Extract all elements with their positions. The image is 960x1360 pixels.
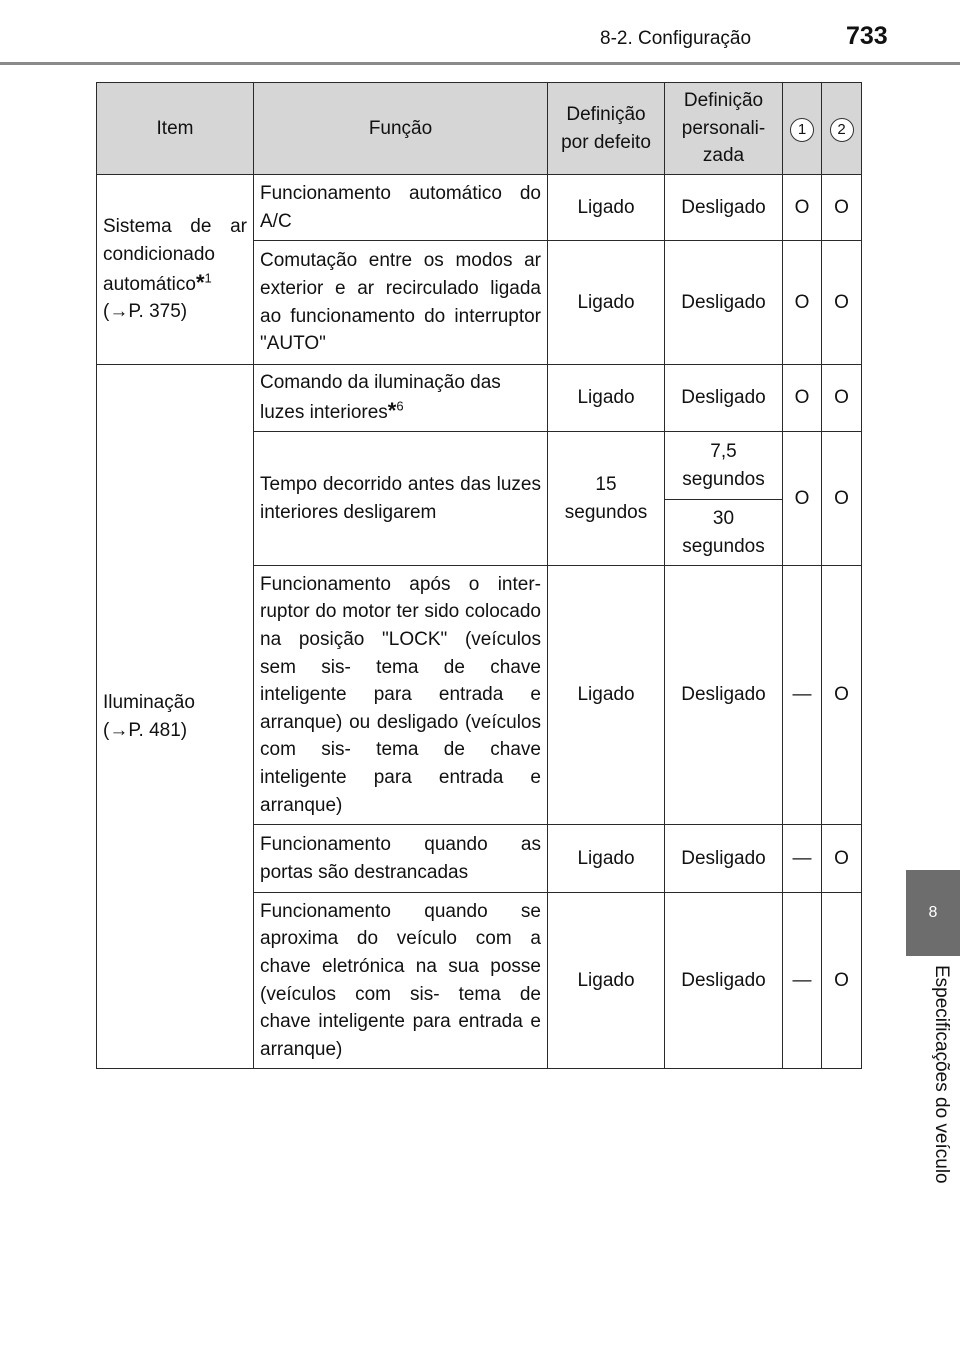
custom-cell: Desligado <box>665 241 783 365</box>
col2-cell: O <box>822 893 862 1069</box>
col1-cell: O <box>783 365 822 432</box>
default-cell: Ligado <box>548 893 665 1069</box>
custom-cell: 30 segundos <box>665 500 783 566</box>
col2-cell: O <box>822 241 862 365</box>
page-reference[interactable]: (→P. 481) <box>103 719 188 741</box>
circled-one-icon: 1 <box>790 118 814 142</box>
default-cell: Ligado <box>548 175 665 241</box>
table-row <box>97 365 862 432</box>
header-col2 <box>822 83 862 175</box>
header-rule <box>0 62 960 65</box>
col2-cell: O <box>822 432 862 566</box>
custom-cell: Desligado <box>665 566 783 825</box>
page-reference[interactable]: (→P. 375) <box>103 301 188 323</box>
col2-cell: O <box>822 365 862 432</box>
default-cell: Ligado <box>548 241 665 365</box>
asterisk-icon: * <box>195 269 205 295</box>
header-col1 <box>783 83 822 175</box>
header-function: Função <box>254 83 548 175</box>
settings-table <box>96 82 862 1069</box>
table-header-row <box>97 83 862 175</box>
custom-cell: 7,5 segundos <box>665 432 783 500</box>
default-cell: Ligado <box>548 566 665 825</box>
section-title: 8-2. Configuração <box>600 28 752 49</box>
col2-cell: O <box>822 566 862 825</box>
col1-cell: — <box>783 893 822 1069</box>
function-cell: Funcionamento automático do A/C <box>254 175 548 241</box>
custom-cell: Desligado <box>665 175 783 241</box>
col1-cell: O <box>783 241 822 365</box>
table-row <box>97 175 862 241</box>
footnote-ref: 6 <box>396 398 404 414</box>
function-text: Comando da iluminação das luzes interiores <box>260 372 501 423</box>
asterisk-icon: * <box>387 398 397 423</box>
default-cell: 15 segundos <box>548 432 665 566</box>
function-cell: Funcionamento quando se aproxima do veículo com a chave eletrónica na sua posse (veículos com sis- tema de chave inteligente para entrada e arranque) <box>254 893 548 1069</box>
chapter-label <box>930 965 960 1265</box>
col2-cell: O <box>822 825 862 893</box>
function-cell: Funcionamento quando as portas são destrancadas <box>254 825 548 893</box>
function-cell: Tempo decorrido antes das luzes interiores desligarem <box>254 432 548 566</box>
col1-cell: O <box>783 432 822 566</box>
chapter-number: 8 <box>928 904 938 921</box>
function-cell: Comutação entre os modos ar exterior e ar recirculado ligada ao funcionamento do interruptor "AUTO" <box>254 241 548 365</box>
default-cell: Ligado <box>548 825 665 893</box>
custom-cell: Desligado <box>665 825 783 893</box>
circled-two-icon: 2 <box>830 118 854 142</box>
chapter-label-text: Especificações do veículo <box>931 965 952 1184</box>
header-default: Definição por defeito <box>548 83 665 175</box>
default-cell: Ligado <box>548 365 665 432</box>
custom-cell: Desligado <box>665 365 783 432</box>
col1-cell: — <box>783 566 822 825</box>
col2-cell: O <box>822 175 862 241</box>
custom-cell: Desligado <box>665 893 783 1069</box>
item-cell <box>97 365 254 1069</box>
page-number: 733 <box>846 22 888 50</box>
col1-cell: — <box>783 825 822 893</box>
header-custom: Definição personali- zada <box>665 83 783 175</box>
function-cell: Funcionamento após o inter- ruptor do motor ter sido colocado na posição "LOCK" (veículos sem sis- tema de chave inteligente para entrada e arranque) ou desligado (veículos com sis- tema de chave inteligente para entrada e arranque) <box>254 566 548 825</box>
chapter-tab[interactable] <box>906 870 960 956</box>
item-cell <box>97 175 254 365</box>
item-name: Iluminação <box>103 691 195 713</box>
header-item: Item <box>97 83 254 175</box>
col1-cell: O <box>783 175 822 241</box>
item-name: Sistema de ar condicionado automático <box>103 216 247 295</box>
footnote-ref: 1 <box>204 270 212 286</box>
function-cell <box>254 365 548 432</box>
